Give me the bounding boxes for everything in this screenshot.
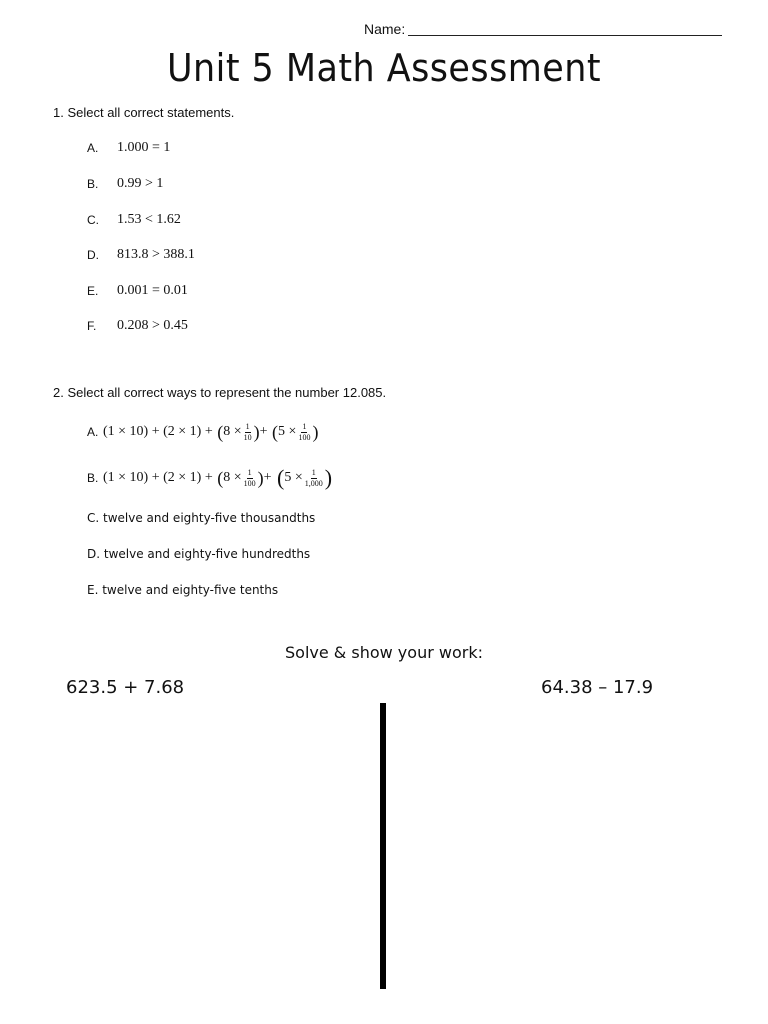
open-paren: ( xyxy=(212,468,224,488)
open-paren: ( xyxy=(271,465,285,490)
numerator: 1 xyxy=(247,467,252,477)
option-letter: B. xyxy=(87,471,99,485)
name-label: Name: xyxy=(364,21,406,37)
term-2-prefix: 5 × xyxy=(278,424,297,439)
denominator: 1,000 xyxy=(304,478,323,488)
name-field[interactable] xyxy=(364,21,722,37)
expression-lead: (1 × 10) + (2 × 1) + xyxy=(103,424,213,439)
page-title: Unit 5 Math Assessment xyxy=(166,46,602,90)
term-1-prefix: 8 × xyxy=(223,424,242,439)
q2-option-a[interactable] xyxy=(87,420,318,444)
numerator: 1 xyxy=(311,467,316,477)
option-letter: A. xyxy=(87,425,99,439)
close-paren: ) xyxy=(312,422,319,442)
term-1-prefix: 8 × xyxy=(223,470,242,485)
q2-option-c[interactable]: C. twelve and eighty-five thousandths xyxy=(87,511,316,525)
option-text: 0.001 = 0.01 xyxy=(117,283,188,298)
q1-option-c[interactable] xyxy=(87,210,181,230)
q1-option-b[interactable] xyxy=(87,174,163,194)
close-paren: ) xyxy=(257,468,264,488)
q2-option-b[interactable] xyxy=(87,463,332,493)
option-text: 1.000 = 1 xyxy=(117,140,171,155)
term-2-prefix: 5 × xyxy=(284,470,303,485)
option-text: 0.208 > 0.45 xyxy=(117,318,188,333)
plus-sign: + xyxy=(263,470,272,485)
work-instruction: Solve & show your work: xyxy=(285,643,483,662)
q2-option-e[interactable]: E. twelve and eighty-five tenths xyxy=(87,583,279,597)
option-letter: A. xyxy=(87,141,99,155)
plus-sign: + xyxy=(259,424,268,439)
option-letter: C. xyxy=(87,213,99,227)
option-letter: E. xyxy=(87,284,99,298)
option-text: 0.99 > 1 xyxy=(117,176,164,191)
question-2-prompt: 2. Select all correct ways to represent the number 12.085. xyxy=(53,385,387,400)
q1-option-e[interactable] xyxy=(87,281,188,301)
problem-addition: 623.5 + 7.68 xyxy=(66,677,185,698)
q1-option-f[interactable] xyxy=(87,316,188,336)
denominator: 10 xyxy=(243,432,252,442)
option-letter: F. xyxy=(87,319,97,333)
q1-option-a[interactable] xyxy=(87,138,170,158)
option-letter: D. xyxy=(87,248,99,262)
fraction xyxy=(298,423,310,442)
option-text: 1.53 < 1.62 xyxy=(117,212,181,227)
work-area-divider xyxy=(380,703,386,989)
option-text: 813.8 > 388.1 xyxy=(117,247,195,262)
denominator: 100 xyxy=(298,432,311,442)
denominator: 100 xyxy=(243,478,256,488)
fraction xyxy=(244,469,256,488)
q2-option-d[interactable]: D. twelve and eighty-five hundredths xyxy=(87,547,311,561)
option-letter: B. xyxy=(87,177,99,191)
close-paren: ) xyxy=(324,465,333,490)
open-paren: ( xyxy=(212,422,224,442)
open-paren: ( xyxy=(267,422,279,442)
name-blank-line[interactable] xyxy=(408,21,722,36)
numerator: 1 xyxy=(245,421,250,431)
problem-subtraction: 64.38 – 17.9 xyxy=(541,677,654,698)
question-1-prompt: 1. Select all correct statements. xyxy=(53,105,235,120)
fraction xyxy=(305,469,323,488)
q1-option-d[interactable] xyxy=(87,245,195,265)
close-paren: ) xyxy=(253,422,260,442)
fraction xyxy=(244,423,252,442)
numerator: 1 xyxy=(302,421,307,431)
expression-lead: (1 × 10) + (2 × 1) + xyxy=(103,470,213,485)
